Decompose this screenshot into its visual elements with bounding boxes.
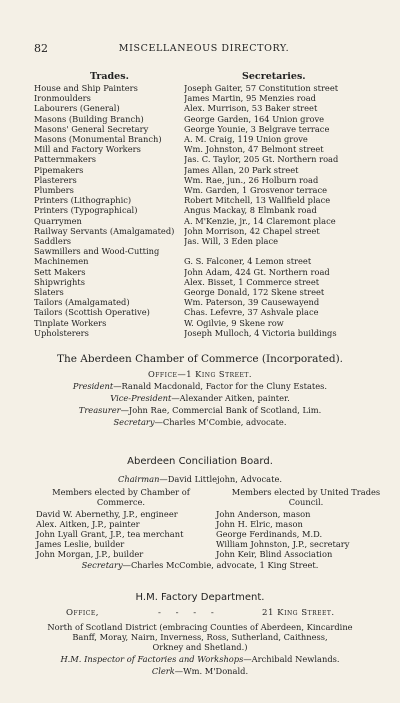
secretary-entry: Jas. C. Taylor, 205 Gt. Northern road <box>184 154 339 165</box>
list-item: George Ferdinands, M.D. <box>216 529 323 539</box>
president-label: President <box>72 381 114 391</box>
trade-name: Masons' General Secretary <box>34 123 149 134</box>
list-item: John H. Elric, mason <box>216 519 303 529</box>
secretary-value: —Charles M'Combie, advocate. <box>154 417 287 427</box>
factory-district-line1: North of Scotland District (embracing Counties of Aberdeen, Kincardine <box>47 622 353 632</box>
vice-president-value: —Alexander Aitken, painter. <box>171 393 290 403</box>
treasurer-label: Treasurer <box>78 405 121 415</box>
secretary-entry: James Martin, 95 Menzies road <box>184 93 316 104</box>
chairman-value: —David Littlejohn, Advocate. <box>159 474 282 484</box>
secretary-entry: Joseph Mulloch, 4 Victoria buildings <box>184 327 337 338</box>
page-header <box>34 42 374 54</box>
secretary-entry: A. M. Craig, 119 Union grove <box>184 134 308 144</box>
trades-members-heading-line1: Members elected by United Trades <box>231 487 381 497</box>
secretary-entry: Alex. Bisset, 1 Commerce street <box>184 276 320 287</box>
trade-name: Printers (Typographical) <box>34 205 138 216</box>
secretary-entry: Robert Mitchell, 13 Wallfield place <box>184 195 331 206</box>
chamber-members-heading-line1: Members elected by Chamber of <box>52 487 190 497</box>
trade-name: Plumbers <box>34 185 74 195</box>
chamber-treasurer <box>0 405 400 415</box>
trade-name: Mill and Factory Workers <box>34 144 141 155</box>
secretary-entry: Wm. Rae, jun., 26 Holburn road <box>184 174 319 185</box>
trade-name: Tailors (Amalgamated) <box>34 297 130 308</box>
trade-name: Saddlers <box>34 236 72 246</box>
factory-inspector <box>0 654 400 664</box>
conciliation-title: Aberdeen Conciliation Board. <box>127 456 273 467</box>
secretary-entry: John Adam, 424 Gt. Northern road <box>184 266 330 277</box>
chairman-label: Chairman <box>118 474 160 484</box>
secretary-entry: Wm. Johnston, 47 Belmont street <box>184 144 324 155</box>
conciliation-secretary-value: —Charles McCombie, advocate, 1 King Street. <box>122 560 319 570</box>
trade-name: Tailors (Scottish Operative) <box>34 307 150 318</box>
chamber-office: Office—1 King Street. <box>147 369 253 379</box>
clerk-label: Clerk <box>151 666 175 676</box>
trades-members-heading-line2: Council. <box>288 497 324 507</box>
inspector-label: H.M. Inspector of Factories and Workshops <box>60 654 244 664</box>
clerk-value: —Wm. M'Donald. <box>174 666 249 676</box>
list-item: John Keir, Blind Association <box>216 549 333 559</box>
chamber-secretary <box>0 417 400 427</box>
trades-members-heading <box>216 487 396 507</box>
trade-name: Sawmillers and Wood-Cutting <box>34 246 160 257</box>
trade-name: Masons (Building Branch) <box>34 113 144 124</box>
trade-name: Shipwrights <box>34 276 85 287</box>
trade-name: Machinemen <box>34 256 89 267</box>
trade-name: Pipemakers <box>34 164 84 175</box>
list-item: John Morgan, J.P., builder <box>36 549 144 559</box>
list-item: David W. Abernethy, J.P., engineer <box>36 509 178 519</box>
factory-office <box>66 608 386 618</box>
trade-name: Printers (Lithographic) <box>34 195 132 206</box>
list-item: James Leslie, builder <box>36 539 125 549</box>
secretary-entry: Joseph Gaiter, 57 Constitution street <box>184 83 339 93</box>
factory-clerk <box>0 666 400 676</box>
secretary-entry: George Donald, 172 Skene street <box>184 287 325 297</box>
factory-district-line2: Banff, Moray, Nairn, Inverness, Ross, Sutherland, Caithness, <box>72 632 328 642</box>
inspector-value: —Archibald Newlands. <box>243 654 340 664</box>
trade-name: Upholsterers <box>34 327 89 338</box>
factory-office-value: 21 King Street. <box>262 608 335 618</box>
chamber-vice-president <box>0 393 400 403</box>
secretary-entry: George Younie, 3 Belgrave terrace <box>184 123 330 134</box>
trades-column-header: Trades. <box>90 71 129 82</box>
secretary-entry: Wm. Garden, 1 Grosvenor terrace <box>184 185 328 195</box>
trade-name: Labourers (General) <box>34 103 120 114</box>
trade-name: Railway Servants (Amalgamated) <box>34 225 175 236</box>
trade-name: Masons (Monumental Branch) <box>34 134 162 144</box>
vice-president-label: Vice-President <box>110 393 172 403</box>
factory-district-line3: Orkney and Shetland.) <box>152 642 248 652</box>
chamber-title: The Aberdeen Chamber of Commerce (Incorporated). <box>56 353 344 365</box>
page-title: MISCELLANEOUS DIRECTORY. <box>118 43 290 54</box>
factory-office-dots: - - - - <box>158 608 220 618</box>
factory-office-label: Office, <box>66 608 99 618</box>
chamber-members-list <box>36 509 206 559</box>
secretary-entry: G. S. Falconer, 4 Lemon street <box>184 256 312 267</box>
page-number: 82 <box>34 42 48 55</box>
trade-name: Quarrymen <box>34 215 82 226</box>
factory-title: H.M. Factory Department. <box>135 592 265 603</box>
secretary-entry: Alex. Murrison, 53 Baker street <box>184 103 318 114</box>
secretary-entry: W. Ogilvie, 9 Skene row <box>184 317 284 328</box>
conciliation-secretary <box>0 560 400 570</box>
list-item: John Anderson, mason <box>216 509 311 519</box>
chamber-members-heading-line2: Commerce. <box>96 497 146 507</box>
secretary-entry: George Garden, 164 Union grove <box>184 113 325 124</box>
trade-name: Ironmoulders <box>34 93 91 104</box>
president-value: —Ranald Macdonald, Factor for the Cluny Estates. <box>113 381 328 391</box>
list-item: Alex. Aitken, J.P., painter <box>36 519 140 529</box>
trades-members-list <box>216 509 396 559</box>
conciliation-secretary-label: Secretary <box>81 560 123 570</box>
secretary-entry: Wm. Paterson, 39 Causewayend <box>184 297 320 308</box>
secretary-entry: Chas. Lefevre, 37 Ashvale place <box>184 307 319 318</box>
trade-name: Tinplate Workers <box>34 317 107 328</box>
secretary-entry: Angus Mackay, 8 Elmbank road <box>184 205 317 216</box>
treasurer-value: —John Rae, Commercial Bank of Scotland, Lim. <box>120 405 322 415</box>
trade-name: Plasterers <box>34 174 77 185</box>
trade-name: Slaters <box>34 287 64 297</box>
trade-name: House and Ship Painters <box>34 83 138 93</box>
chamber-president <box>0 381 400 391</box>
secretary-entry: John Morrison, 42 Chapel street <box>184 225 320 236</box>
secretary-entry: Jas. Will, 3 Eden place <box>184 236 279 246</box>
conciliation-chairman <box>0 474 400 484</box>
trade-name: Sett Makers <box>34 266 86 277</box>
trade-name: Patternmakers <box>34 154 97 165</box>
secretary-entry: James Allan, 20 Park street <box>184 164 299 175</box>
list-item: John Lyall Grant, J.P., tea merchant <box>36 529 184 539</box>
secretaries-column-header: Secretaries. <box>242 71 306 82</box>
chamber-members-heading <box>36 487 206 507</box>
secretary-label: Secretary <box>113 417 155 427</box>
list-item: William Johnston, J.P., secretary <box>216 539 350 549</box>
secretary-entry: A. M'Kenzie, jr., 14 Claremont place <box>184 215 336 226</box>
